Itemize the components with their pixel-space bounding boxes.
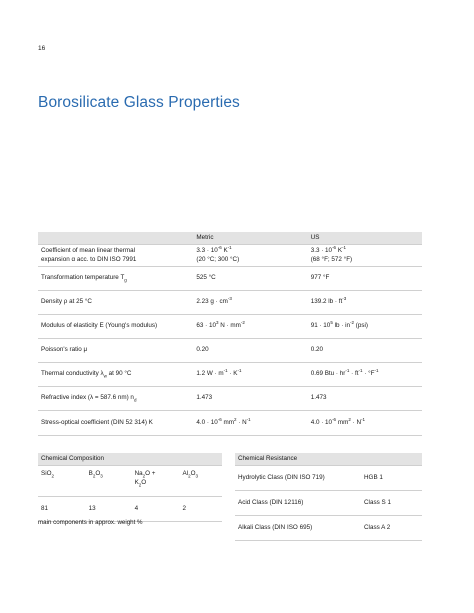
us-value: 0.20 [308,339,422,363]
composition-footnote: main components in approx. weight % [38,519,143,526]
composition-formula-row [38,466,222,497]
table-row [38,363,422,387]
us-value: $91 \cdot 10^5$ lb · $in^{-2}$ (psi) [308,315,422,339]
metric-value: $4.0 \cdot 10^{-6}$ $mm^2 \cdot N^{-1}$ [193,411,307,436]
composition-title: Chemical Composition [38,453,222,466]
property-label: Stress-optical coefficient (DIN 52 314) K [38,411,193,436]
property-label: Poisson's ratio μ [38,339,193,363]
resistance-test: Hydrolytic Class (DIN ISO 719) [235,466,361,491]
property-label: Thermal conductivity $\lambda_w$ at 90 °C [38,363,193,387]
table-row [38,339,422,363]
metric-value: $3.3 \cdot 10^{-6}$ $K^{-1}$ (20 °C; 300 °C) [193,245,307,267]
us-value: 977 °F [308,267,422,291]
page-title: Borosilicate Glass Properties [38,94,240,111]
metric-value: 1.2 $W \cdot m^{-1} \cdot K^{-1}$ [193,363,307,387]
formula-sio2: SiO$_2$ [38,466,86,497]
page-number: 16 [38,45,46,52]
properties-table [38,232,422,436]
header-metric: Metric [193,232,307,245]
us-value: $4.0 \cdot 10^{-6}$ $mm^2 \cdot N^{-1}$ [308,411,422,436]
header-us: US [308,232,422,245]
resistance-class: Class A 2 [361,516,422,541]
metric-value: $63 \cdot 10^3$ $N \cdot mm^{-2}$ [193,315,307,339]
property-label: Transformation temperature $T_g$ [38,267,193,291]
resistance-class: HGB 1 [361,466,422,491]
table-row [235,516,422,541]
composition-header-row [38,453,222,466]
property-label: Modulus of elasticity E (Young's modulus) [38,315,193,339]
table-row [235,466,422,491]
us-value: 139.2 lb · $ft^{-3}$ [308,291,422,315]
resistance-title: Chemical Resistance [235,453,422,466]
resistance-test: Alkali Class (DIN ISO 695) [235,516,361,541]
metric-value: 525 °C [193,267,307,291]
chemical-composition-table [38,453,222,522]
table-row [38,291,422,315]
us-value: $3.3 \cdot 10^{-6}$ $K^{-1}$ (68 °F; 572 °F) [308,245,422,267]
composition-value: 4 [132,497,180,522]
metric-value: 2.23 $g \cdot cm^{-3}$ [193,291,307,315]
formula-na2o-k2o: $Na_2O$ + $K_2O$ [132,466,180,497]
composition-values-row [38,497,222,522]
header-property [38,232,193,245]
properties-header-row [38,232,422,245]
composition-value: 2 [179,497,222,522]
us-value: 0.69 Btu · $hr^{-1} \cdot ft^{-1} \cdot ^\circ F^{-1}$ [308,363,422,387]
resistance-header-row [235,453,422,466]
resistance-test: Acid Class (DIN 12116) [235,491,361,516]
resistance-class: Class S 1 [361,491,422,516]
metric-value: 0.20 [193,339,307,363]
composition-value: 13 [86,497,132,522]
formula-al2o3: $Al_2O_3$ [179,466,222,497]
table-row [38,245,422,267]
chemical-resistance-table [235,453,422,541]
table-row [38,267,422,291]
us-value: 1.473 [308,387,422,411]
property-label: Coefficient of mean linear thermal expansion α acc. to DIN ISO 7991 [38,245,193,267]
formula-b2o3: $B_2O_3$ [86,466,132,497]
table-row [38,411,422,436]
property-label: Refractive index (λ = 587.6 nm) $n_d$ [38,387,193,411]
table-row [38,315,422,339]
table-row [235,491,422,516]
table-row [38,387,422,411]
composition-value: 81 [38,497,86,522]
property-label: Density ρ at 25 °C [38,291,193,315]
metric-value: 1.473 [193,387,307,411]
